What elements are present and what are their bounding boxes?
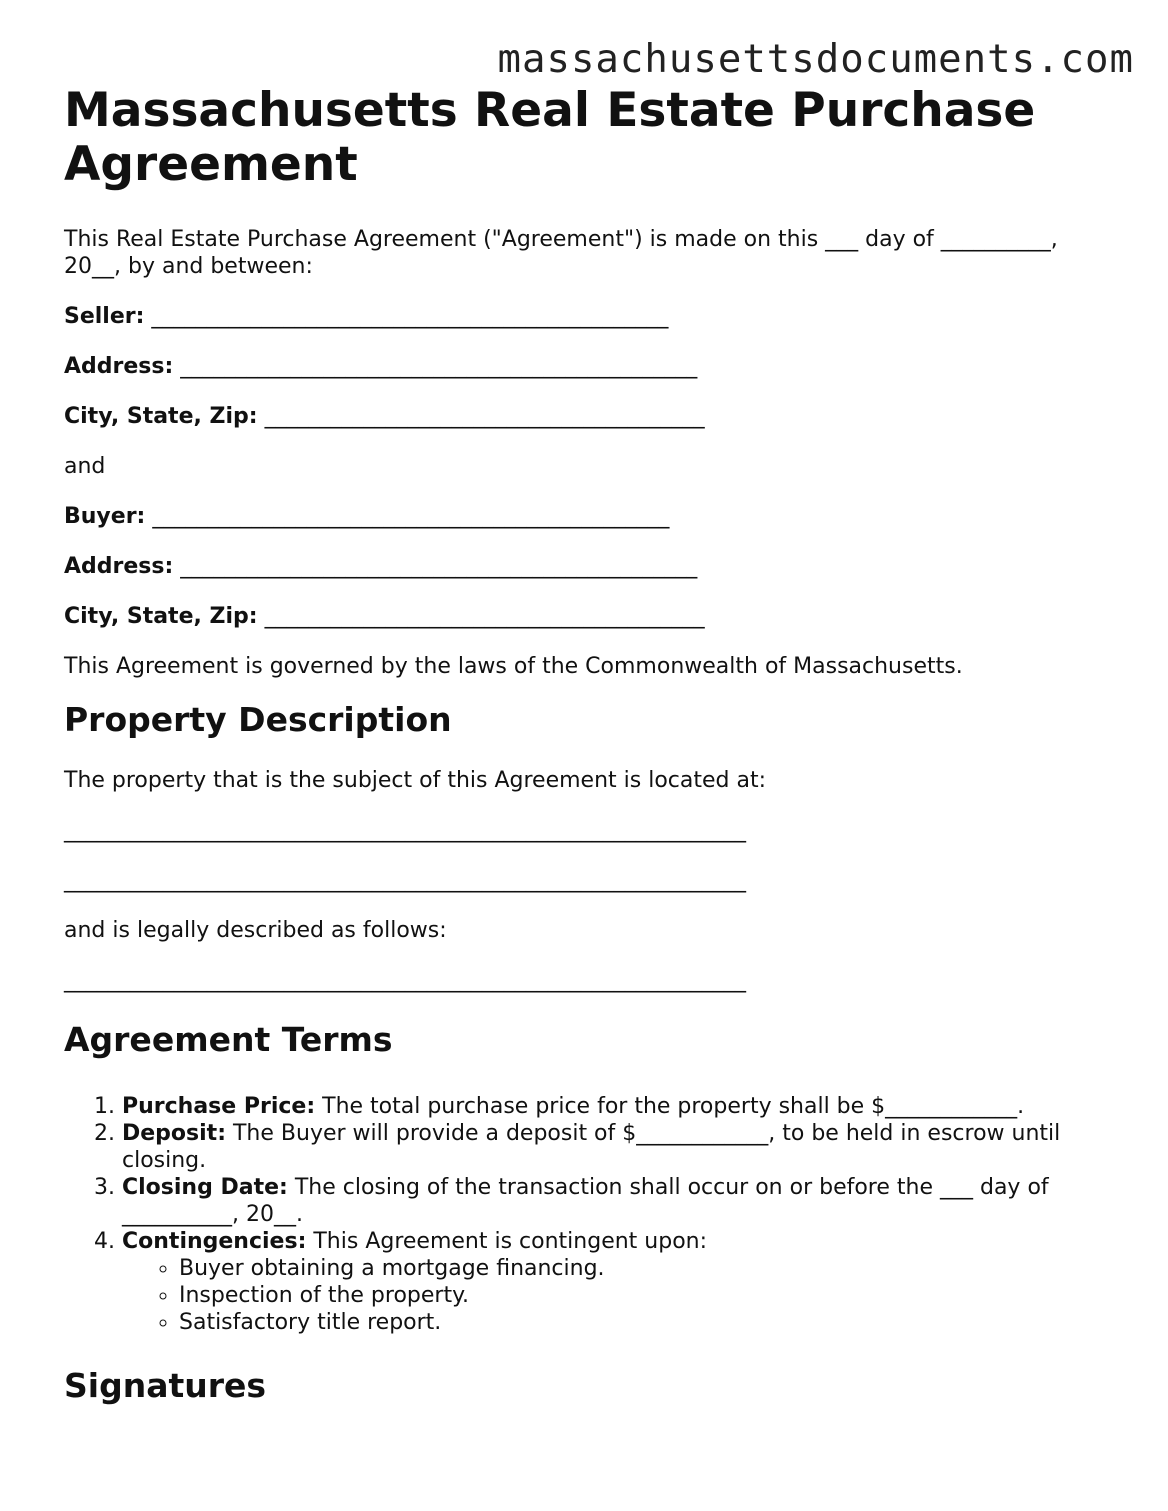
contingency-item: ◦ Satisfactory title report. [179,1309,1104,1336]
term-closing-date [122,1174,1104,1228]
site-watermark: massachusettsdocuments.com [497,37,1134,82]
property-address-line-1: ______________________________________________________________ [64,818,746,843]
seller-city-field [64,403,1104,430]
seller-city-label: City, State, Zip: [64,404,258,429]
seller-city-blank: ________________________________________ [264,404,705,429]
signatures-heading: Signatures [64,1366,267,1405]
buyer-name-label: Buyer: [64,504,146,529]
term-label: Purchase Price: [122,1094,316,1119]
agreement-terms-list [64,1093,1104,1336]
term-text: The closing of the transaction shall occur on or before the ___ day of __________, 20__. [122,1175,1049,1227]
seller-name-field [64,303,1104,330]
buyer-city-field [64,603,1104,630]
property-description-heading: Property Description [64,700,452,739]
property-location-intro: The property that is the subject of this Agreement is located at: [64,768,767,793]
property-address-line-2: ______________________________________________________________ [64,868,746,893]
buyer-name-blank: _______________________________________________ [152,504,670,529]
contingency-item: ◦ Inspection of the property. [179,1282,1104,1309]
contingency-item: ◦ Buyer obtaining a mortgage financing. [179,1255,1104,1282]
term-text: The Buyer will provide a deposit of $____________, to be held in escrow until closing. [122,1121,1061,1173]
document-title: Massachusetts Real Estate Purchase Agreement [64,83,1036,192]
governing-law-text: This Agreement is governed by the laws of the Commonwealth of Massachusetts. [64,654,963,679]
term-label: Contingencies: [122,1229,307,1254]
document-page [64,84,1104,1406]
contingencies-list [122,1255,1104,1336]
term-contingencies [122,1228,1104,1336]
term-text: This Agreement is contingent upon: [306,1229,708,1254]
intro-paragraph: This Real Estate Purchase Agreement ("Agreement") is made on this ___ day of __________, 20__, by and between: [64,227,1058,279]
term-text: The total purchase price for the property shall be $____________. [315,1094,1025,1119]
legal-description-line: ______________________________________________________________ [64,968,746,993]
seller-name-label: Seller: [64,304,145,329]
buyer-city-blank: ________________________________________ [264,604,705,629]
agreement-terms-heading: Agreement Terms [64,1020,393,1059]
buyer-address-label: Address: [64,554,174,579]
term-purchase-price [122,1093,1104,1120]
buyer-name-field [64,503,1104,530]
seller-address-label: Address: [64,354,174,379]
term-deposit [122,1120,1104,1174]
buyer-address-blank: _______________________________________________ [180,554,698,579]
seller-name-blank: _______________________________________________ [151,304,669,329]
term-label: Closing Date: [122,1175,288,1200]
seller-address-field [64,353,1104,380]
seller-address-blank: _______________________________________________ [180,354,698,379]
buyer-address-field [64,553,1104,580]
term-label: Deposit: [122,1121,226,1146]
legal-description-intro: and is legally described as follows: [64,918,447,943]
and-text: and [64,454,106,479]
buyer-city-label: City, State, Zip: [64,604,258,629]
